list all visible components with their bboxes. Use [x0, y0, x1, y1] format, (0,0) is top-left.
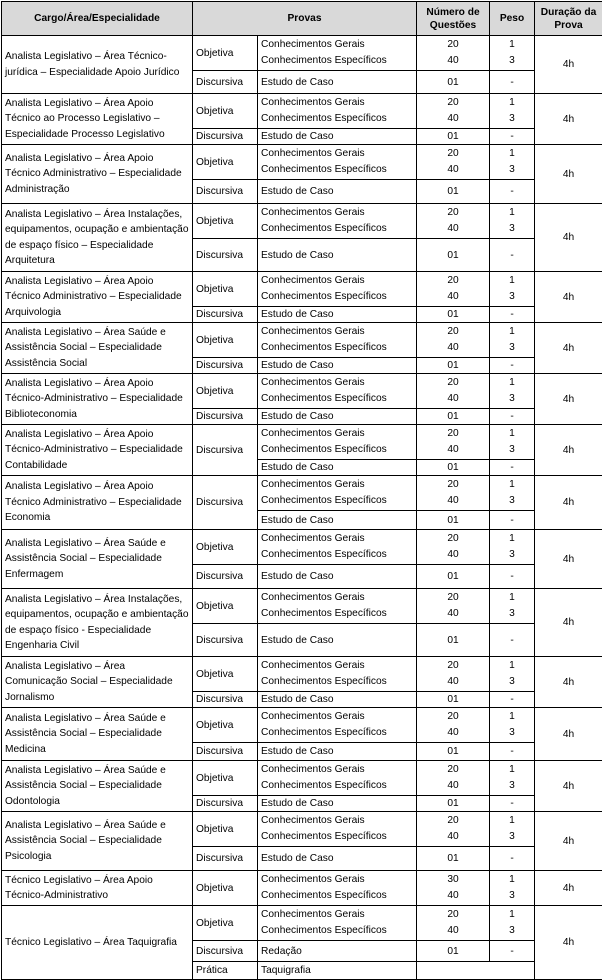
prova-conteudo: [258, 36, 417, 71]
peso: -: [490, 743, 535, 761]
prova-tipo: Discursiva: [193, 624, 258, 657]
prova-conteudo: Estudo de Caso: [258, 180, 417, 204]
numero-questoes: [417, 871, 490, 906]
prova-tipo: Discursiva: [193, 129, 258, 145]
numero-questoes: 01: [417, 624, 490, 657]
numero-especificos: 40: [420, 606, 486, 622]
duracao: 4h: [535, 589, 602, 657]
numero-especificos: 40: [420, 888, 486, 904]
numero-gerais: 20: [420, 375, 486, 391]
table-row: [2, 323, 602, 358]
cargo-cell: Analista Legislativo – Área Comunicação Social – Especialidade Jornalismo: [2, 657, 193, 708]
peso-especificos: 3: [493, 162, 531, 178]
header-provas: Provas: [193, 2, 417, 36]
numero-questoes: [417, 530, 490, 565]
peso-especificos: 3: [493, 923, 531, 939]
peso-gerais: 1: [493, 426, 531, 442]
peso-especificos: 3: [493, 674, 531, 690]
peso: [490, 657, 535, 692]
prova-tipo: Prática: [193, 962, 258, 980]
prova-conteudo: Estudo de Caso: [258, 71, 417, 94]
cargo-cell: Técnico Legislativo – Área Apoio Técnico-Administrativo: [2, 871, 193, 906]
header-duracao-l2: Prova: [554, 20, 582, 31]
peso: -: [490, 129, 535, 145]
prova-conteudo: Estudo de Caso: [258, 358, 417, 374]
table-row: [2, 94, 602, 129]
cargo-cell: Analista Legislativo – Área Apoio Técnico Administrativo – Especialidade Economia: [2, 476, 193, 530]
prova-conteudo: Estudo de Caso: [258, 239, 417, 272]
prova-conteudo: [258, 425, 417, 460]
numero-especificos: 40: [420, 53, 486, 69]
numero-questoes: 01: [417, 743, 490, 761]
numero-questoes: 01: [417, 307, 490, 323]
numero-questoes: 01: [417, 180, 490, 204]
numero-questoes: [417, 145, 490, 180]
peso-especificos: 3: [493, 829, 531, 845]
peso-gerais: 1: [493, 590, 531, 606]
conteudo-especificos: Conhecimentos Específicos: [261, 53, 413, 69]
table-row: [2, 871, 602, 906]
numero-especificos: 40: [420, 289, 486, 305]
conteudo-especificos: Conhecimentos Específicos: [261, 606, 413, 622]
numero-questoes: [417, 94, 490, 129]
peso: -: [490, 358, 535, 374]
conteudo-especificos: Conhecimentos Específicos: [261, 674, 413, 690]
prova-conteudo: [258, 906, 417, 941]
peso: -: [490, 409, 535, 425]
numero-especificos: 40: [420, 442, 486, 458]
peso: -: [490, 239, 535, 272]
prova-conteudo: [258, 272, 417, 307]
prova-tipo: Objetiva: [193, 36, 258, 71]
prova-tipo: Discursiva: [193, 796, 258, 812]
peso-especificos: 3: [493, 547, 531, 563]
peso: [490, 871, 535, 906]
table-row: [2, 145, 602, 180]
conteudo-especificos: Conhecimentos Específicos: [261, 111, 413, 127]
numero-questoes: 01: [417, 358, 490, 374]
numero-questoes: [417, 761, 490, 796]
peso: [490, 708, 535, 743]
peso-gerais: 1: [493, 709, 531, 725]
numero-questoes: [417, 657, 490, 692]
conteudo-gerais: Conhecimentos Gerais: [261, 531, 413, 547]
numero-especificos: 40: [420, 923, 486, 939]
peso-gerais: 1: [493, 762, 531, 778]
conteudo-especificos: Conhecimentos Específicos: [261, 391, 413, 407]
peso-especificos: 3: [493, 391, 531, 407]
peso-especificos: 3: [493, 606, 531, 622]
table-row: [2, 812, 602, 847]
peso-especificos: 3: [493, 340, 531, 356]
conteudo-gerais: Conhecimentos Gerais: [261, 375, 413, 391]
table-row: [2, 530, 602, 565]
cargo-cell: Analista Legislativo – Área Saúde e Assistência Social – Especialidade Assistência Social: [2, 323, 193, 374]
peso-especificos: 3: [493, 442, 531, 458]
peso-especificos: 3: [493, 778, 531, 794]
peso: -: [490, 180, 535, 204]
peso-gerais: 1: [493, 95, 531, 111]
peso-gerais: 1: [493, 477, 531, 493]
prova-tipo: Discursiva: [193, 180, 258, 204]
prova-conteudo: [258, 145, 417, 180]
cargo-cell: Analista Legislativo – Área Técnico-jurídica – Especialidade Apoio Jurídico: [2, 36, 193, 94]
table-row: [2, 374, 602, 409]
numero-questoes: 01: [417, 409, 490, 425]
prova-tipo: Objetiva: [193, 657, 258, 692]
table-row: [2, 476, 602, 511]
prova-conteudo: Estudo de Caso: [258, 565, 417, 589]
conteudo-gerais: Conhecimentos Gerais: [261, 590, 413, 606]
duracao: 4h: [535, 425, 602, 476]
peso-gerais: 1: [493, 872, 531, 888]
peso-especificos: 3: [493, 725, 531, 741]
prova-tipo: Discursiva: [193, 239, 258, 272]
header-duracao-l1: Duração da: [541, 7, 596, 18]
peso-gerais: 1: [493, 531, 531, 547]
prova-conteudo: [258, 589, 417, 624]
header-numero: [417, 2, 490, 36]
cargo-cell: Analista Legislativo – Área Apoio Técnico-Administrativo – Especialidade Contabilidade: [2, 425, 193, 476]
cargo-cell: Analista Legislativo – Área Saúde e Assistência Social – Especialidade Medicina: [2, 708, 193, 761]
numero-gerais: 20: [420, 426, 486, 442]
prova-tipo: Discursiva: [193, 941, 258, 962]
conteudo-gerais: Conhecimentos Gerais: [261, 762, 413, 778]
prova-tipo: Objetiva: [193, 145, 258, 180]
peso: -: [490, 565, 535, 589]
numero-gerais: 20: [420, 590, 486, 606]
peso: -: [490, 847, 535, 871]
numero-gerais: 20: [420, 813, 486, 829]
prova-conteudo: Estudo de Caso: [258, 460, 417, 476]
numero-especificos: 40: [420, 162, 486, 178]
duracao: 4h: [535, 204, 602, 272]
peso: -: [490, 460, 535, 476]
prova-tipo: Discursiva: [193, 425, 258, 476]
conteudo-especificos: Conhecimentos Específicos: [261, 778, 413, 794]
peso: [490, 323, 535, 358]
cargo-cell: Analista Legislativo – Área Apoio Técnico Administrativo – Especialidade Arquivologia: [2, 272, 193, 323]
conteudo-gerais: Conhecimentos Gerais: [261, 907, 413, 923]
conteudo-especificos: Conhecimentos Específicos: [261, 221, 413, 237]
peso-gerais: 1: [493, 324, 531, 340]
duracao: 4h: [535, 94, 602, 145]
numero-questoes: 01: [417, 941, 490, 962]
cargo-cell: Analista Legislativo – Área Saúde e Assistência Social – Especialidade Psicologia: [2, 812, 193, 871]
peso: -: [490, 511, 535, 530]
numero-questoes: 01: [417, 796, 490, 812]
numero-especificos: 40: [420, 221, 486, 237]
peso: [490, 272, 535, 307]
numero-gerais: 20: [420, 658, 486, 674]
numero-questoes: [417, 36, 490, 71]
peso-gerais: 1: [493, 907, 531, 923]
prova-conteudo: [258, 94, 417, 129]
conteudo-especificos: Conhecimentos Específicos: [261, 442, 413, 458]
numero-especificos: 40: [420, 725, 486, 741]
prova-conteudo: [258, 708, 417, 743]
table-header: [2, 2, 602, 36]
conteudo-gerais: Conhecimentos Gerais: [261, 273, 413, 289]
conteudo-especificos: Conhecimentos Específicos: [261, 493, 413, 509]
prova-tipo: Objetiva: [193, 812, 258, 847]
numero-especificos: 40: [420, 111, 486, 127]
conteudo-gerais: Conhecimentos Gerais: [261, 324, 413, 340]
prova-tipo: Discursiva: [193, 71, 258, 94]
peso: [490, 476, 535, 511]
peso-gerais: 1: [493, 37, 531, 53]
numero-gerais: 20: [420, 709, 486, 725]
prova-tipo: Objetiva: [193, 708, 258, 743]
numero-questoes: 01: [417, 847, 490, 871]
prova-tipo: Objetiva: [193, 906, 258, 941]
prova-conteudo: [258, 476, 417, 511]
peso: [490, 94, 535, 129]
numero-questoes: 01: [417, 511, 490, 530]
peso: [490, 530, 535, 565]
prova-conteudo: Estudo de Caso: [258, 129, 417, 145]
duracao: 4h: [535, 812, 602, 871]
conteudo-gerais: Conhecimentos Gerais: [261, 477, 413, 493]
duracao: 4h: [535, 530, 602, 589]
duracao: 4h: [535, 708, 602, 761]
peso-especificos: 3: [493, 221, 531, 237]
header-numero-l2: Questões: [430, 20, 476, 31]
prova-tipo: Discursiva: [193, 743, 258, 761]
cargo-cell: Analista Legislativo – Área Saúde e Assistência Social – Especialidade Enfermagem: [2, 530, 193, 589]
peso-gerais: 1: [493, 813, 531, 829]
peso: [490, 204, 535, 239]
conteudo-gerais: Conhecimentos Gerais: [261, 658, 413, 674]
conteudo-gerais: Conhecimentos Gerais: [261, 813, 413, 829]
peso: [490, 374, 535, 409]
peso: [490, 761, 535, 796]
table-row: [2, 589, 602, 624]
prova-tipo: Objetiva: [193, 530, 258, 565]
cargo-cell: Analista Legislativo – Área Apoio Técnico-Administrativo – Especialidade Biblioteconomia: [2, 374, 193, 425]
header-duracao: [535, 2, 602, 36]
numero-questoes: [417, 272, 490, 307]
numero-gerais: 30: [420, 872, 486, 888]
conteudo-especificos: Conhecimentos Específicos: [261, 888, 413, 904]
peso: [490, 589, 535, 624]
prova-tipo: Objetiva: [193, 761, 258, 796]
prova-conteudo: Estudo de Caso: [258, 796, 417, 812]
conteudo-especificos: Conhecimentos Específicos: [261, 289, 413, 305]
numero-especificos: 40: [420, 829, 486, 845]
peso: [490, 906, 535, 941]
peso: -: [490, 71, 535, 94]
prova-conteudo: Estudo de Caso: [258, 847, 417, 871]
peso-gerais: 1: [493, 273, 531, 289]
peso: [490, 812, 535, 847]
prova-tipo: Discursiva: [193, 307, 258, 323]
table-row: [2, 708, 602, 743]
numero-questoes: 01: [417, 129, 490, 145]
prova-conteudo: Taquigrafia: [258, 962, 417, 980]
prova-conteudo: Estudo de Caso: [258, 624, 417, 657]
prova-tipo: Discursiva: [193, 692, 258, 708]
table-row: [2, 204, 602, 239]
peso-gerais: 1: [493, 375, 531, 391]
duracao: 4h: [535, 272, 602, 323]
conteudo-especificos: Conhecimentos Específicos: [261, 923, 413, 939]
conteudo-especificos: Conhecimentos Específicos: [261, 547, 413, 563]
peso: [490, 145, 535, 180]
prova-conteudo: Estudo de Caso: [258, 511, 417, 530]
duracao: 4h: [535, 657, 602, 708]
cargo-cell: Analista Legislativo – Área Instalações, equipamentos, ocupação e ambientação de espaço físico - Especialidade Engenharia Civil: [2, 589, 193, 657]
numero-questoes: [417, 323, 490, 358]
conteudo-gerais: Conhecimentos Gerais: [261, 205, 413, 221]
peso-especificos: 3: [493, 53, 531, 69]
prova-conteudo: [258, 323, 417, 358]
prova-conteudo: Redação: [258, 941, 417, 962]
numero-especificos: 40: [420, 493, 486, 509]
peso-gerais: 1: [493, 146, 531, 162]
table-row: [2, 36, 602, 71]
prova-conteudo: Estudo de Caso: [258, 743, 417, 761]
prova-conteudo: [258, 530, 417, 565]
conteudo-especificos: Conhecimentos Específicos: [261, 162, 413, 178]
conteudo-gerais: Conhecimentos Gerais: [261, 872, 413, 888]
numero-gerais: 20: [420, 531, 486, 547]
cargo-cell: Técnico Legislativo – Área Taquigrafia: [2, 906, 193, 980]
cargo-cell: Analista Legislativo – Área Apoio Técnico ao Processo Legislativo – Especialidade Processo Legislativo: [2, 94, 193, 145]
peso-especificos: 3: [493, 111, 531, 127]
peso: -: [490, 307, 535, 323]
duracao: 4h: [535, 323, 602, 374]
numero-especificos: 40: [420, 340, 486, 356]
header-numero-l1: Número de: [426, 7, 479, 18]
prova-tipo: Objetiva: [193, 94, 258, 129]
prova-conteudo: Estudo de Caso: [258, 307, 417, 323]
prova-tipo: Discursiva: [193, 409, 258, 425]
duracao: 4h: [535, 871, 602, 906]
conteudo-gerais: Conhecimentos Gerais: [261, 709, 413, 725]
prova-conteudo: [258, 812, 417, 847]
numero-questoes: 01: [417, 71, 490, 94]
numero-questoes: 01: [417, 565, 490, 589]
numero-questoes: [417, 425, 490, 460]
header-peso: Peso: [490, 2, 535, 36]
peso-especificos: 3: [493, 289, 531, 305]
peso: -: [490, 692, 535, 708]
duracao: 4h: [535, 145, 602, 204]
numero-especificos: 40: [420, 674, 486, 690]
cargo-cell: Analista Legislativo – Área Apoio Técnico Administrativo – Especialidade Administração: [2, 145, 193, 204]
prova-conteudo: Estudo de Caso: [258, 692, 417, 708]
conteudo-especificos: Conhecimentos Específicos: [261, 725, 413, 741]
conteudo-gerais: Conhecimentos Gerais: [261, 146, 413, 162]
numero-questoes: 01: [417, 239, 490, 272]
peso: [490, 425, 535, 460]
numero-gerais: 20: [420, 37, 486, 53]
numero-gerais: 20: [420, 205, 486, 221]
peso-gerais: 1: [493, 205, 531, 221]
duracao: 4h: [535, 374, 602, 425]
header-cargo: Cargo/Área/Especialidade: [2, 2, 193, 36]
numero-gerais: 20: [420, 324, 486, 340]
table-row: [2, 272, 602, 307]
numero-questoes: [417, 589, 490, 624]
numero-gerais: 20: [420, 762, 486, 778]
cargo-cell: Analista Legislativo – Área Saúde e Assistência Social – Especialidade Odontologia: [2, 761, 193, 812]
prova-tipo: Discursiva: [193, 358, 258, 374]
duracao: 4h: [535, 36, 602, 94]
prova-tipo: Discursiva: [193, 565, 258, 589]
numero-questoes: 01: [417, 460, 490, 476]
numero-questoes: [417, 708, 490, 743]
prova-tipo: Objetiva: [193, 204, 258, 239]
peso: -: [490, 941, 535, 962]
cargo-cell: Analista Legislativo – Área Instalações, equipamentos, ocupação e ambientação de espaço físico – Especialidade Arquitetura: [2, 204, 193, 272]
conteudo-especificos: Conhecimentos Específicos: [261, 340, 413, 356]
conteudo-especificos: Conhecimentos Específicos: [261, 829, 413, 845]
numero-especificos: 40: [420, 547, 486, 563]
duracao: 4h: [535, 906, 602, 980]
prova-tipo: Objetiva: [193, 374, 258, 409]
conteudo-gerais: Conhecimentos Gerais: [261, 37, 413, 53]
peso-gerais: 1: [493, 658, 531, 674]
table-row: [2, 906, 602, 941]
prova-tipo: Objetiva: [193, 871, 258, 906]
numero-questoes: [417, 812, 490, 847]
numero-questoes: [417, 906, 490, 941]
duracao: 4h: [535, 761, 602, 812]
conteudo-gerais: Conhecimentos Gerais: [261, 95, 413, 111]
peso: -: [490, 624, 535, 657]
duracao: 4h: [535, 476, 602, 530]
prova-tipo: Objetiva: [193, 589, 258, 624]
numero-questoes: [417, 374, 490, 409]
numero-especificos: 40: [420, 778, 486, 794]
prova-conteudo: Estudo de Caso: [258, 409, 417, 425]
numero-gerais: 20: [420, 146, 486, 162]
prova-tipo: Objetiva: [193, 272, 258, 307]
peso: [490, 36, 535, 71]
peso-especificos: 3: [493, 888, 531, 904]
prova-conteudo: [258, 374, 417, 409]
prova-conteudo: [258, 761, 417, 796]
prova-conteudo: [258, 657, 417, 692]
table-row: [2, 425, 602, 460]
numero-questoes: [417, 476, 490, 511]
prova-tipo: Discursiva: [193, 847, 258, 871]
numero-gerais: 20: [420, 907, 486, 923]
prova-conteudo: [258, 204, 417, 239]
peso-especificos: 3: [493, 493, 531, 509]
provas-table: [1, 1, 602, 980]
numero-questoes: [417, 204, 490, 239]
numero-especificos: 40: [420, 391, 486, 407]
numero-questoes: 01: [417, 692, 490, 708]
conteudo-gerais: Conhecimentos Gerais: [261, 426, 413, 442]
peso: -: [490, 796, 535, 812]
prova-conteudo: [258, 871, 417, 906]
numero-gerais: 20: [420, 477, 486, 493]
prova-tipo: Discursiva: [193, 476, 258, 530]
prova-tipo: Objetiva: [193, 323, 258, 358]
numero-gerais: 20: [420, 273, 486, 289]
numero-gerais: 20: [420, 95, 486, 111]
table-row: [2, 761, 602, 796]
table-row: [2, 657, 602, 692]
